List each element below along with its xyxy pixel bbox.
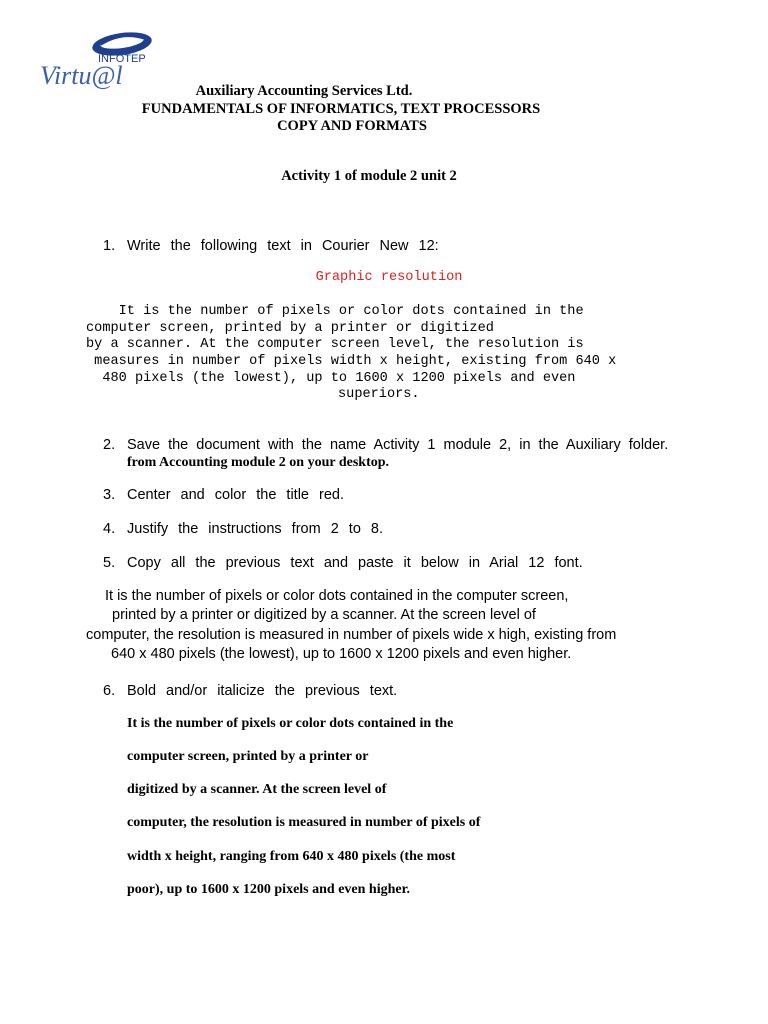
courier-line: It is the number of pixels or color dots contained in the (86, 304, 584, 319)
item-5-text: Copy all the previous text and paste it below in Arial 12 font. (127, 555, 583, 571)
item-6-text: Bold and/or italicize the previous text. (127, 683, 398, 699)
logo-top-text: INFOTEP (98, 53, 146, 65)
arial-line: printed by a printer or digitized by a scanner. At the screen level of (112, 607, 536, 623)
bold-line: width x height, ranging from 640 x 480 pixels (the most (127, 849, 456, 864)
logo-graphic (38, 26, 168, 90)
logo-script-text: Virtu@l (40, 61, 123, 90)
courier-line: computer screen, printed by a printer or digitized (86, 321, 494, 336)
organization-name: Auxiliary Accounting Services Ltd. (195, 83, 413, 99)
activity-heading: Activity 1 of module 2 unit 2 (281, 168, 457, 184)
arial-line: computer, the resolution is measured in number of pixels wide x high, existing from (86, 627, 617, 643)
courier-line: measures in number of pixels width x height, existing from 640 x (86, 354, 617, 369)
infotep-virtual-logo (38, 26, 168, 90)
bold-line: poor), up to 1600 x 1200 pixels and even higher. (127, 882, 411, 897)
item-2-continuation: from Accounting module 2 on your desktop. (127, 455, 390, 470)
document-title-line1: FUNDAMENTALS OF INFORMATICS, TEXT PROCESSORS (141, 101, 541, 117)
courier-line: by a scanner. At the computer screen level, the resolution is (86, 337, 584, 352)
item-2-text: Save the document with the name Activity 1 module 2, in the Auxiliary folder. (127, 437, 669, 453)
item-1-number: 1. (103, 238, 116, 254)
item-3-text: Center and color the title red. (127, 487, 344, 503)
bold-line: computer screen, printed by a printer or (127, 749, 369, 764)
item-6-number: 6. (103, 683, 116, 699)
bold-line: computer, the resolution is measured in number of pixels of (127, 815, 481, 830)
item-5-number: 5. (103, 555, 116, 571)
arial-line: It is the number of pixels or color dots contained in the computer screen, (105, 588, 569, 604)
item-4-number: 4. (103, 521, 116, 537)
graphic-resolution-title: Graphic resolution (315, 270, 463, 285)
bold-line: digitized by a scanner. At the screen level of (127, 782, 387, 797)
courier-line: superiors. (338, 387, 420, 402)
item-2-number: 2. (103, 437, 116, 453)
courier-line: 480 pixels (the lowest), up to 1600 x 1200 pixels and even (86, 371, 576, 386)
bold-line: It is the number of pixels or color dots contained in the (127, 716, 454, 731)
document-title-line2: COPY AND FORMATS (277, 118, 427, 134)
arial-line: 640 x 480 pixels (the lowest), up to 1600 x 1200 pixels and even higher. (111, 646, 572, 662)
item-3-number: 3. (103, 487, 116, 503)
item-1-text: Write the following text in Courier New 12: (127, 238, 439, 254)
item-4-text: Justify the instructions from 2 to 8. (127, 521, 384, 537)
